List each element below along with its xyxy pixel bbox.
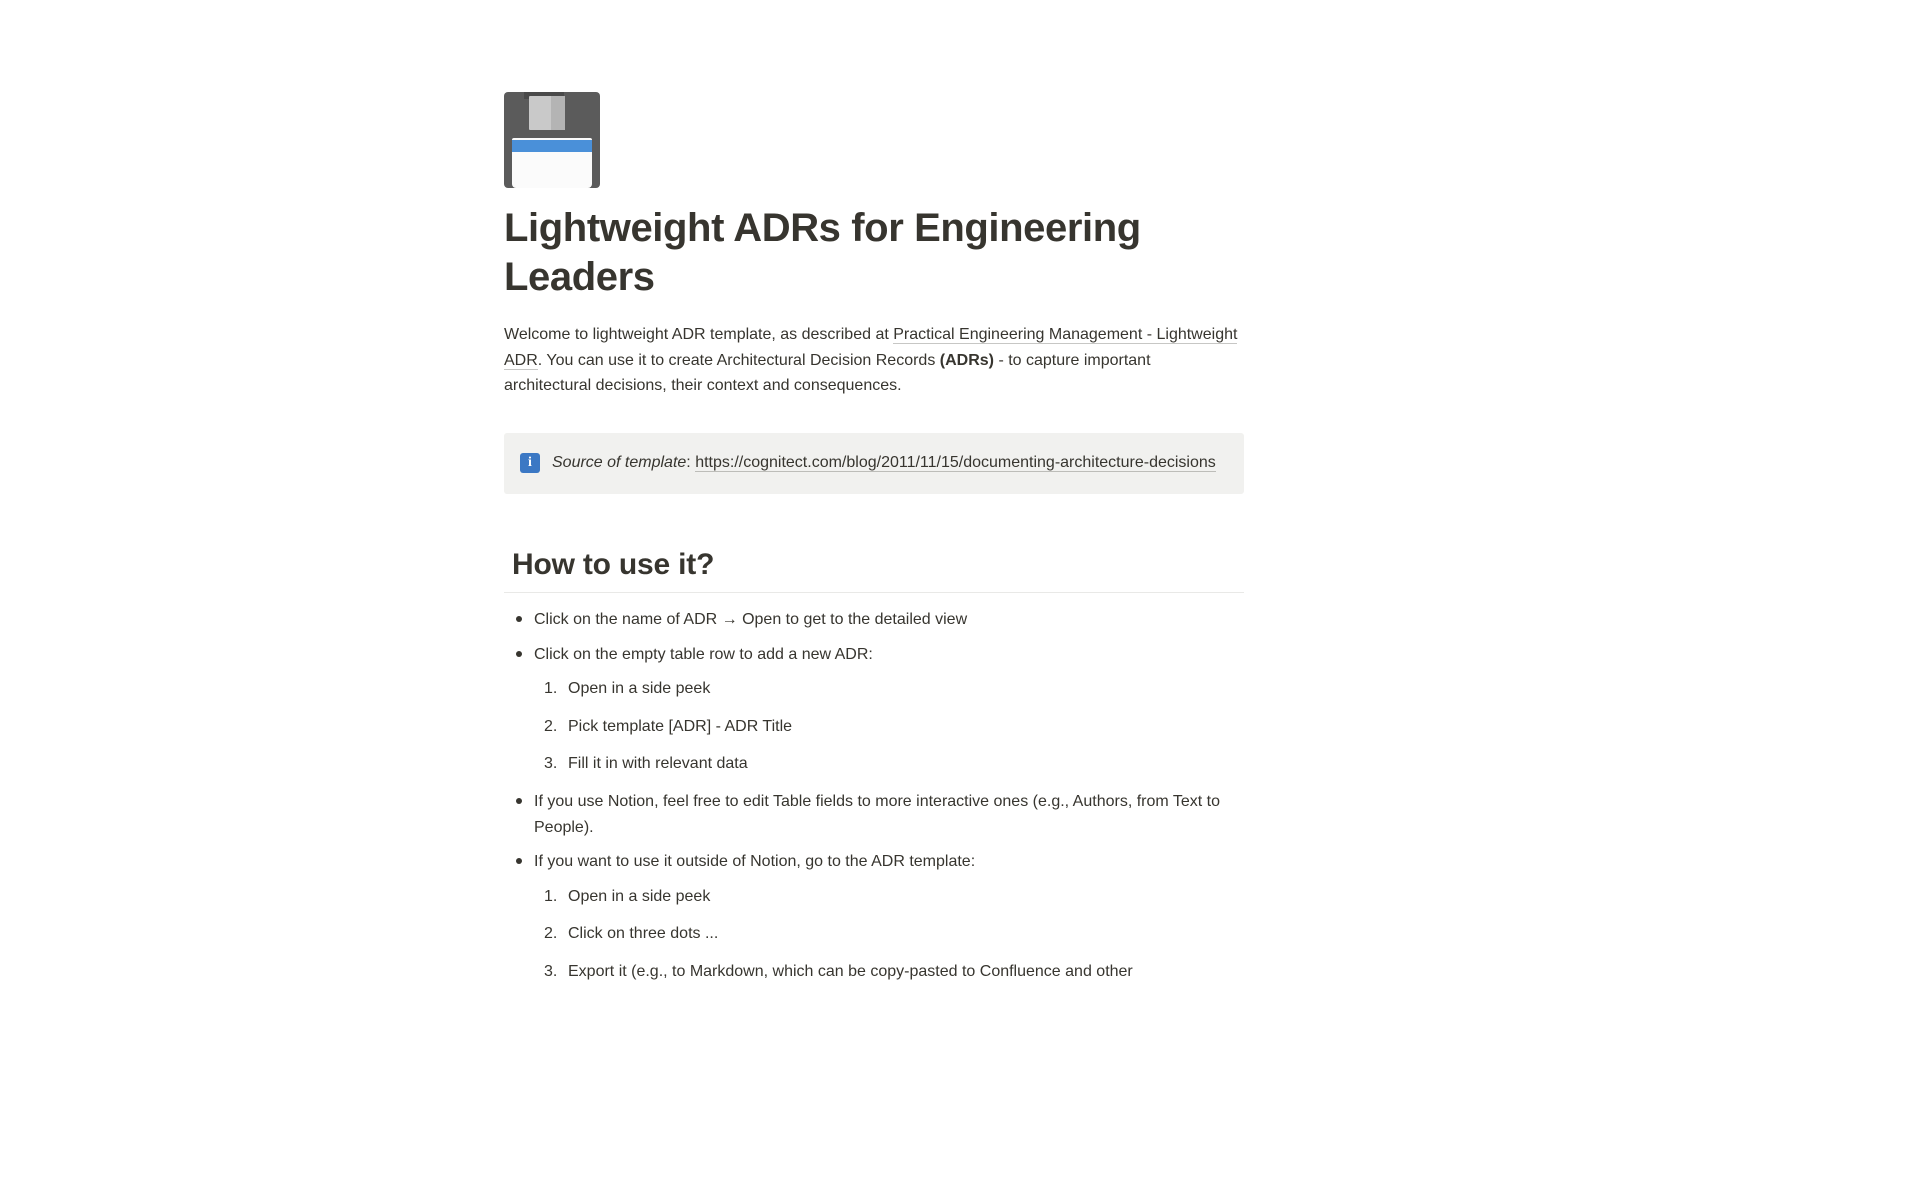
list-item <box>534 607 1244 633</box>
bullet-icon <box>516 798 522 804</box>
page-title: Lightweight ADRs for Engineering Leaders <box>504 206 1141 299</box>
practical-engineering-management-link[interactable]: Practical Engineering Management - Lightweight ADR <box>504 325 1238 369</box>
sub-list <box>534 676 1244 777</box>
list-item-text: Click on the empty table row to add a new ADR: <box>534 645 873 663</box>
source-callout <box>504 433 1244 494</box>
info-icon: i <box>520 453 540 473</box>
callout-separator: : <box>686 454 696 472</box>
list-item <box>534 642 1244 777</box>
sub-list-item: Open in a side peek <box>568 680 711 698</box>
list-item <box>534 789 1244 840</box>
floppy-disk-icon <box>504 92 600 188</box>
list-item-text: If you use Notion, feel free to edit Table fields to more interactive ones (e.g., Authors, from Text to People). <box>534 793 1220 836</box>
sub-list-item: Open in a side peek <box>568 887 711 905</box>
intro-text-tail: - to capture important architectural decisions, their context and consequences. <box>504 351 1151 395</box>
intro-text-before: Welcome to lightweight ADR template, as described at <box>504 325 894 343</box>
list-item-text: If you want to use it outside of Notion, go to the ADR template: <box>534 853 976 871</box>
list-item-text: Click on the name of ADR → Open to get to the detailed view <box>534 611 968 629</box>
how-to-use-list <box>504 607 1416 985</box>
adrs-bold-text: (ADRs) <box>939 351 994 369</box>
document-content <box>504 0 1416 985</box>
sub-list-item: Export it (e.g., to Markdown, which can be copy-pasted to Confluence and other <box>568 963 1133 981</box>
intro-paragraph <box>504 322 1240 400</box>
callout-label: Source of template <box>552 454 687 472</box>
sub-list-item: Pick template [ADR] - ADR Title <box>568 717 793 735</box>
how-to-use-heading: How to use it? <box>512 548 715 582</box>
sub-list <box>534 884 1244 985</box>
bullet-icon <box>516 616 522 622</box>
callout-text <box>552 451 1216 476</box>
sub-list-item: Fill it in with relevant data <box>568 755 748 773</box>
source-template-link[interactable]: https://cognitect.com/blog/2011/11/15/documenting-architecture-decisions <box>695 454 1216 472</box>
bullet-icon <box>516 858 522 864</box>
list-item <box>534 849 1244 984</box>
sub-list-item: Click on three dots ... <box>568 925 719 943</box>
bullet-icon <box>516 651 522 657</box>
intro-text-after: . You can use it to create Architectural Decision Records <box>537 351 940 369</box>
section-divider <box>504 592 1244 593</box>
